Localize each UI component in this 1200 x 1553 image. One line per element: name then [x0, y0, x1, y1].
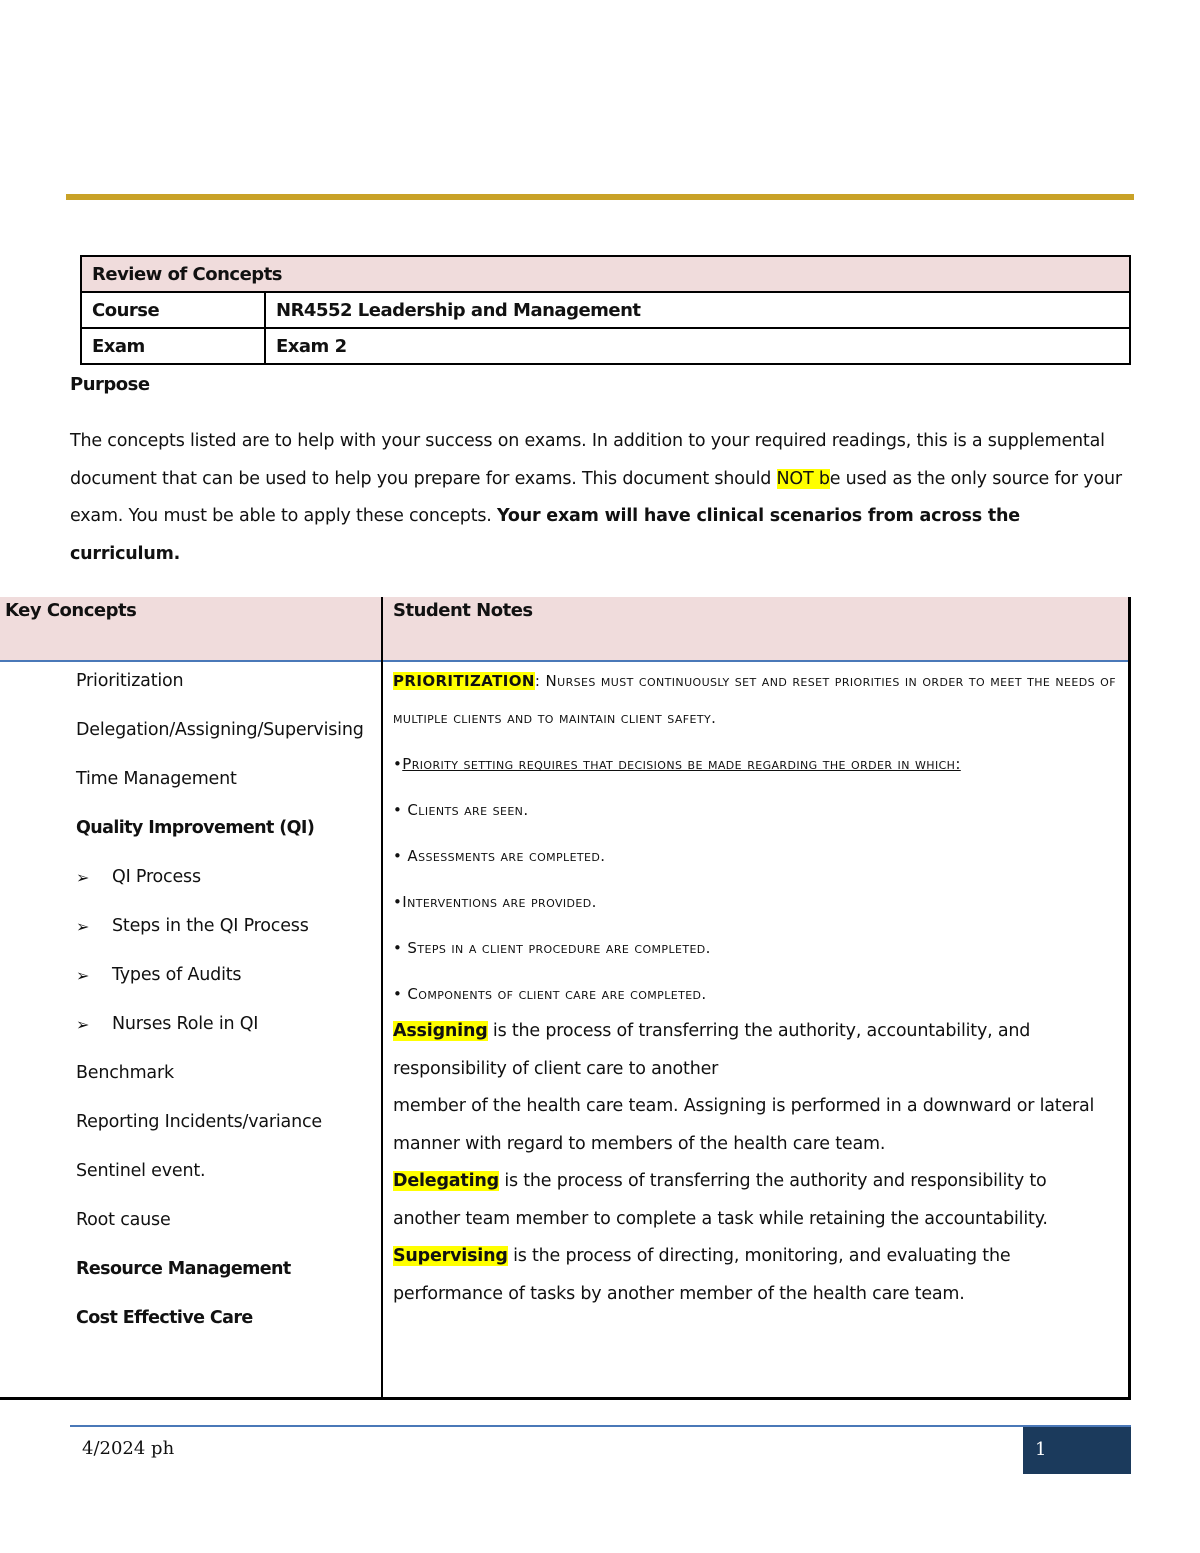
course-value: NR4552 Leadership and Management: [265, 292, 1130, 328]
concept-audits: [76, 957, 376, 994]
concept-cost-effective: Cost Effective Care: [76, 1308, 253, 1328]
concept-nurses-role-label: Nurses Role in QI: [112, 1014, 259, 1034]
bullet-text: Components of client care are completed.: [407, 985, 707, 1003]
footer-date: 4/2024 ph: [82, 1438, 175, 1459]
concept-resource-management: Resource Management: [76, 1259, 291, 1279]
purpose-text-2: e used as the only source for your exam. You must be able to apply these concepts.: [70, 468, 1122, 526]
note-bullet: • Components of client care are completed.: [393, 985, 707, 1003]
review-info-table: [80, 255, 1131, 365]
concept-root-cause: Root cause: [76, 1210, 171, 1230]
bullet-text: Clients are seen.: [407, 801, 529, 819]
note-assigning-cont: member of the health care team. Assigning is performed in a downward or lateral manner with regard to members of the health care team.: [393, 1096, 1095, 1154]
concept-nurses-role: [76, 1006, 376, 1043]
arrow-bullet-icon: ➢: [76, 1015, 90, 1034]
prioritization-text: : Nurses must continuously set and reset priorities in order to meet the needs of multiple clients and to maintain client safety.: [393, 672, 1116, 727]
concept-sentinel: Sentinel event.: [76, 1161, 206, 1181]
review-title: Review of Concepts: [81, 256, 1130, 292]
supervising-term: Supervising: [393, 1246, 508, 1266]
concept-qi-steps: [76, 908, 376, 945]
course-label: Course: [81, 292, 265, 328]
bullet-text: Interventions are provided.: [402, 893, 597, 911]
exam-value: Exam 2: [265, 328, 1130, 364]
purpose-bold: Your exam will have clinical scenarios from across the curriculum.: [70, 506, 1020, 564]
page-number: 1: [1035, 1439, 1047, 1460]
table-header-row: [0, 597, 1129, 662]
delegating-term: Delegating: [393, 1171, 499, 1191]
concept-time-management: Time Management: [76, 769, 237, 789]
concept-delegation: Delegation/Assigning/Supervising: [76, 720, 364, 740]
concept-qi-process-label: QI Process: [112, 867, 201, 887]
bullet-text: Steps in a client procedure are completed.: [407, 939, 711, 957]
arrow-bullet-icon: ➢: [76, 917, 90, 936]
note-delegating: [393, 1163, 1118, 1238]
page-number-box: [1023, 1427, 1131, 1474]
concept-prioritization: Prioritization: [76, 671, 184, 691]
student-notes-header: Student Notes: [393, 600, 533, 621]
purpose-highlight: NOT b: [776, 468, 830, 489]
concepts-list: [76, 663, 376, 1349]
purpose-text-1: The concepts listed are to help with your success on exams. In addition to your required readings, this is a supplemental document that can be used to help you prepare for exams. This document should: [70, 431, 1105, 489]
arrow-bullet-icon: ➢: [76, 966, 90, 985]
note-prioritization: [393, 663, 1118, 737]
delegating-text: is the process of transferring the authority and responsibility to another team member to complete a task while retaining the accountability.: [393, 1171, 1048, 1229]
footer-rule: [70, 1425, 1131, 1427]
bullet-text: Assessments are completed.: [407, 847, 606, 865]
prioritization-term: PRIORITIZATION: [393, 672, 535, 690]
arrow-bullet-icon: ➢: [76, 868, 90, 887]
note-priority-setting: •Priority setting requires that decisions be made regarding the order in which:: [393, 755, 961, 773]
assigning-text-1: is the process of transferring the authority, accountability, and responsibility of client care to another: [393, 1021, 1031, 1079]
assigning-term: Assigning: [393, 1021, 488, 1041]
concept-quality-improvement: Quality Improvement (QI): [76, 818, 315, 838]
concept-qi-steps-label: Steps in the QI Process: [112, 916, 309, 936]
note-bullet: • Steps in a client procedure are completed.: [393, 939, 711, 957]
exam-label: Exam: [81, 328, 265, 364]
supervising-text: is the process of directing, monitoring, and evaluating the performance of tasks by another member of the health care team.: [393, 1246, 1011, 1304]
student-notes: [393, 663, 1118, 1313]
column-divider: [381, 597, 383, 1400]
note-bullet: • Clients are seen.: [393, 801, 529, 819]
table-bottom-border: [0, 1397, 1131, 1400]
note-bullet: • Assessments are completed.: [393, 847, 606, 865]
note-assigning: [393, 1013, 1118, 1088]
note-bullet: •Interventions are provided.: [393, 893, 597, 911]
key-concepts-table: [0, 597, 1131, 1400]
top-gold-rule: [66, 194, 1134, 200]
note-supervising: [393, 1238, 1118, 1313]
concept-qi-process: [76, 859, 376, 896]
concept-audits-label: Types of Audits: [112, 965, 242, 985]
purpose-paragraph: [70, 423, 1130, 573]
purpose-heading: Purpose: [70, 374, 150, 395]
key-concepts-header: Key Concepts: [5, 600, 137, 621]
concept-benchmark: Benchmark: [76, 1063, 174, 1083]
concept-incidents: Reporting Incidents/variance: [76, 1112, 322, 1132]
table-right-border: [1128, 597, 1131, 1400]
priority-setting-text: Priority setting requires that decisions be made regarding the order in which:: [402, 755, 961, 773]
